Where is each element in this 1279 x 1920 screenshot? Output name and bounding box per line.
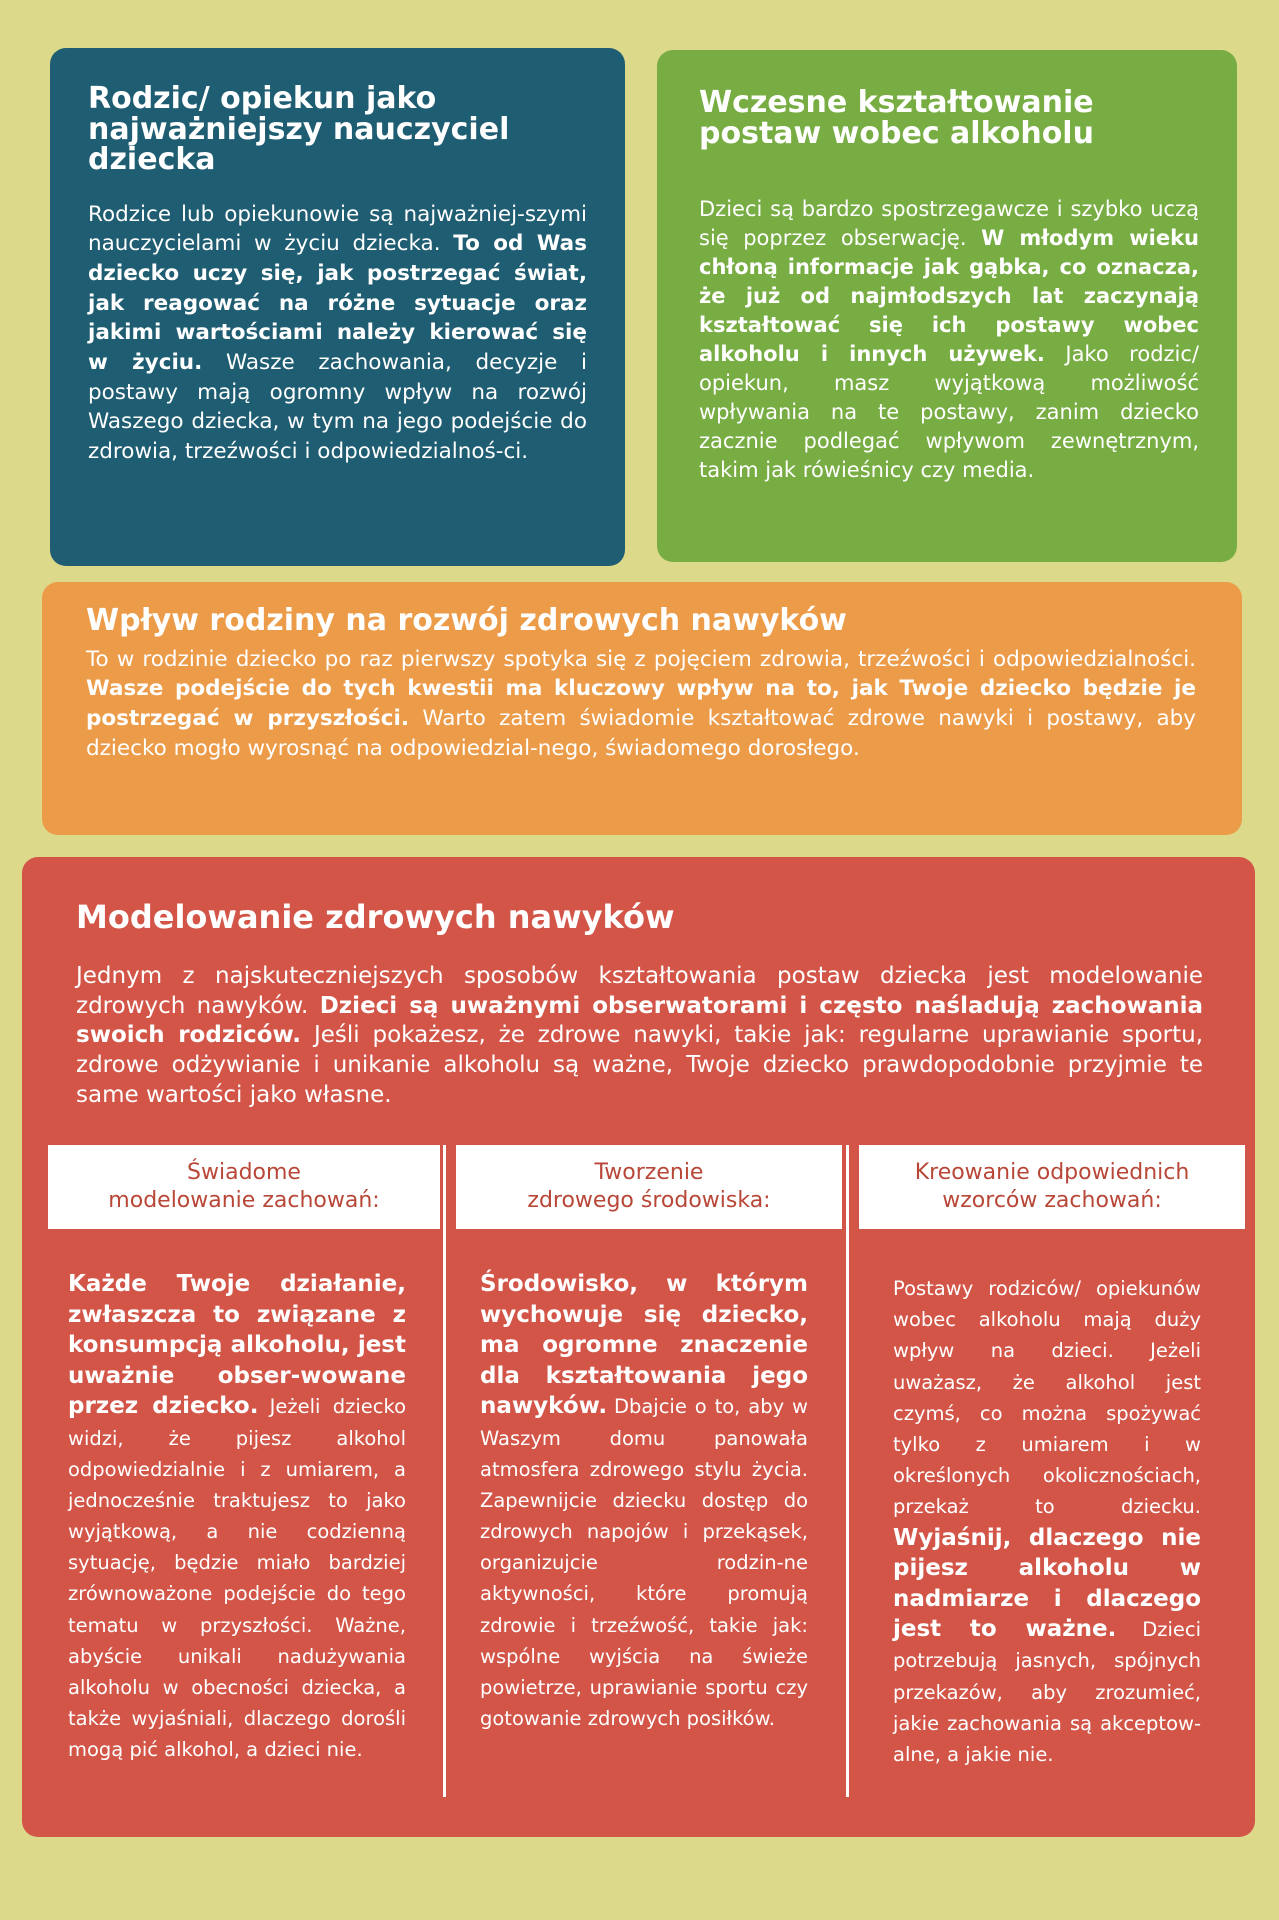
family-card-title: Wpływ rodziny na rozwój zdrowych nawyków: [86, 603, 847, 638]
early-attitudes-card: [657, 50, 1237, 562]
column-lead-text: Środowisko, w którym wychowuje się dziecko, ma ogromne znaczenie dla kształtowania jego nawyków.: [480, 1271, 808, 1420]
model-card-text-bold: Dzieci są uważnymi obserwatorami i często naśladują zachowania swoich rodziców.: [76, 992, 1204, 1049]
column-behavior-patterns: [859, 1145, 1245, 1797]
column-body: [48, 1269, 440, 1766]
parent-card-title: Rodzic/ opiekun jako najważniejszy nauczyciel dziecka: [88, 81, 510, 178]
column-lead-text: Wyjaśnij, dlaczego nie pijesz alkoholu w nadmiarze i dlaczego jest to ważne.: [893, 1524, 1201, 1643]
column-rest-text: Dbajcie o to, aby w Waszym domu panowała atmosfera zdrowego stylu życia. Zapewnijcie dziecku dostęp do zdrowych napojów i przekąsek, organizujcie rodzin-ne aktywności, które promują zdrowie i trzeźwość, takie jak: wspólne wyjścia na świeże powietrze, uprawianie sportu czy gotowanie zdrowych posiłków.: [480, 1395, 808, 1731]
column-divider: [846, 1145, 849, 1797]
parent-card-text-2: Wasze zachowania, decyzje i postawy mają ogromny wpływ na rozwój Waszego dziecka, w tym na jego podejście do zdrowia, trzeźwości i odpowiedzialnoś-ci.: [88, 350, 587, 465]
column-healthy-environment: [456, 1145, 842, 1797]
model-card-intro: [76, 962, 1203, 1111]
model-card-text-1: Jednym z najskuteczniejszych sposobów kształtowania postaw dziecka jest modelowanie zdrowych nawyków.: [76, 962, 1203, 1019]
family-card-text-2: Warto zatem świadomie kształtować zdrowe nawyki i postawy, aby dziecko mogło wyrosnąć na odpowiedzial-nego, świadomego dorosłego.: [86, 705, 1196, 761]
model-card-title: Modelowanie zdrowych nawyków: [76, 898, 675, 936]
early-card-text: [699, 195, 1199, 485]
family-card-text-bold: Wasze podejście do tych kwestii ma kluczowy wpływ na to, jak Twoje dziecko będzie je postrzegać w przyszłości.: [86, 676, 1196, 731]
early-card-text-2: Jako rodzic/ opiekun, masz wyjątkową możliwość wpływania na te postawy, zanim dziecko zacznie podlegać wpływom zewnętrznym, takim jak rówieśnicy czy media.: [699, 342, 1199, 482]
model-card-text-2: Jeśli pokażesz, że zdrowe nawyki, takie jak: regularne uprawianie sportu, zdrowe odżywianie i unikanie alkoholu są ważne, Twoje dziecko prawdopodobnie przyjmie te same wartości jako własne.: [76, 1022, 1204, 1109]
parent-card-text-1: Rodzice lub opiekunowie są najważniej-szymi nauczycielami w życiu dziecka.: [88, 201, 587, 257]
column-header-line-1: Świadome: [187, 1159, 301, 1185]
column-header: [48, 1145, 440, 1229]
column-conscious-modeling: [48, 1145, 440, 1797]
column-body: [456, 1269, 842, 1734]
column-rest-text: Jeżeli dziecko widzi, że pijesz alkohol odpowiedzialnie i z umiarem, a jednocześnie traktujesz to jako wyjątkową, a nie codzienną sytuację, będzie miało bardziej zrównoważone podejście do tego tematu w przyszłości. Ważne, abyście unikali nadużywania alkoholu w obecności dziecka, a także wyjaśniali, dlaczego dorośli mogą pić alkohol, a dzieci nie.: [68, 1395, 406, 1762]
early-card-text-1: Dzieci są bardzo spostrzegawcze i szybko uczą się poprzez obserwację.: [699, 197, 1199, 251]
column-rest-text-1: Postawy rodziców/ opiekunów wobec alkoholu mają duży wpływ na dzieci. Jeżeli uważasz, że alkohol jest czymś, co można spożywać tylko z umiarem i w określonych okolicznościach, przekaż to dziecku.: [893, 1277, 1201, 1519]
column-header: [456, 1145, 842, 1229]
column-header-line-2: wzorców zachowań:: [942, 1188, 1162, 1213]
family-influence-card: [42, 582, 1242, 835]
early-card-text-bold: W młodym wieku chłoną informacje jak gąbka, co oznacza, że już od najmłodszych lat zaczynają kształtować się ich postawy wobec alkoholu i innych używek.: [699, 226, 1199, 367]
column-lead-text: Każde Twoje działanie, zwłaszcza to związane z konsumpcją alkoholu, jest uważnie obser-wowane przez dziecko.: [68, 1271, 406, 1420]
family-card-text-1: To w rodzinie dziecko po raz pierwszy spotyka się z pojęciem zdrowia, trzeźwości i odpowiedzialności.: [86, 646, 1196, 672]
family-card-text: [86, 645, 1196, 764]
column-header: [859, 1145, 1245, 1229]
column-header-line-2: modelowanie zachowań:: [108, 1188, 380, 1213]
column-rest-text-2: Dzieci potrzebują jasnych, spójnych przekazów, aby zrozumieć, jakie zachowania są akceptow-alne, a jakie nie.: [893, 1618, 1201, 1766]
column-header-line-2: zdrowego środowiska:: [527, 1188, 771, 1213]
column-header-line-1: Kreowanie odpowiednich: [914, 1159, 1190, 1185]
parent-card-text-bold: To od Was dziecko uczy się, jak postrzegać świat, jak reagować na różne sytuacje oraz jakimi wartościami należy kierować się w życiu.: [88, 231, 587, 376]
parent-teacher-card: [50, 48, 625, 566]
early-card-title: Wczesne kształtowanie postaw wobec alkoholu: [699, 85, 1094, 151]
column-divider: [443, 1145, 446, 1797]
modeling-habits-card: [22, 857, 1255, 1837]
column-body: [859, 1273, 1245, 1770]
parent-card-text: [88, 200, 587, 467]
column-header-line-1: Tworzenie: [594, 1159, 704, 1185]
